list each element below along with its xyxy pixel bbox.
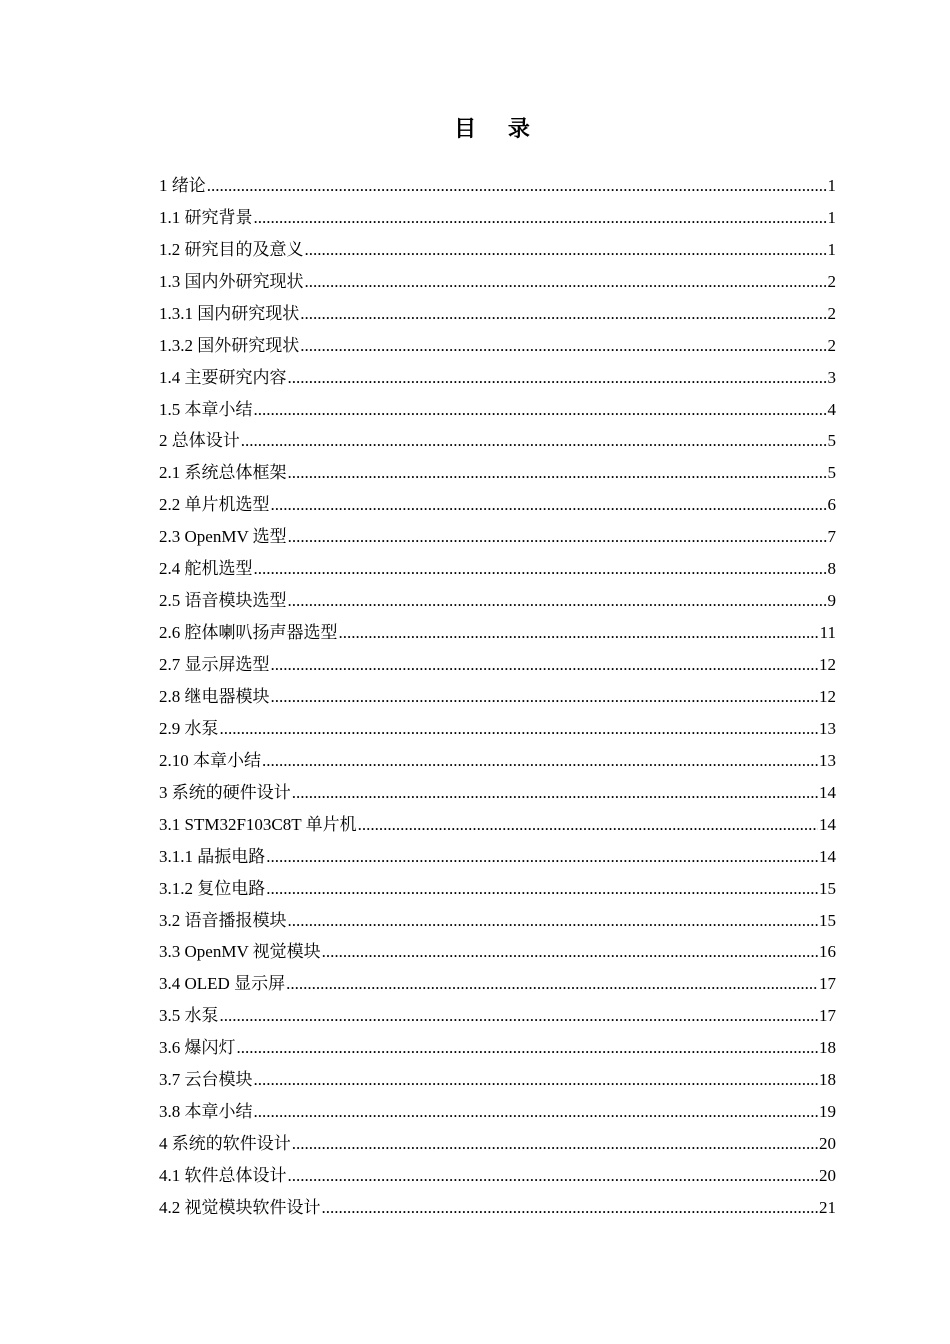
toc-entry-page-number: 13 xyxy=(819,750,836,770)
toc-dot-leader xyxy=(300,330,826,362)
toc-entry-page-number: 2 xyxy=(827,335,836,355)
toc-entry-page-number: 14 xyxy=(819,782,836,802)
toc-entry[interactable] xyxy=(159,873,836,905)
toc-entry-label: 2.8 继电器模块 xyxy=(159,686,270,706)
toc-entry-page-number: 5 xyxy=(827,463,836,483)
toc-entry[interactable] xyxy=(159,1192,836,1224)
toc-entry-label: 4.2 视觉模块软件设计 xyxy=(159,1197,321,1217)
toc-entry-page-number: 17 xyxy=(819,1006,836,1026)
toc-dot-leader xyxy=(254,553,827,585)
toc-dot-leader xyxy=(271,489,827,521)
toc-entry[interactable] xyxy=(159,1032,836,1064)
toc-dot-leader xyxy=(288,1160,819,1192)
toc-dot-leader xyxy=(266,841,818,873)
toc-dot-leader xyxy=(207,170,827,202)
toc-dot-leader xyxy=(237,1032,819,1064)
toc-entry-label: 3.4 OLED 显示屏 xyxy=(159,974,286,994)
toc-entry-label: 2.7 显示屏选型 xyxy=(159,655,270,675)
toc-entry[interactable] xyxy=(159,202,836,234)
toc-entry[interactable] xyxy=(159,745,836,777)
toc-entry[interactable] xyxy=(159,1064,836,1096)
toc-dot-leader xyxy=(339,617,819,649)
toc-entry-page-number: 15 xyxy=(819,878,836,898)
toc-entry-page-number: 12 xyxy=(819,655,836,675)
toc-entry-page-number: 9 xyxy=(827,591,836,611)
toc-entry-label: 1.4 主要研究内容 xyxy=(159,367,287,387)
toc-entry[interactable] xyxy=(159,170,836,202)
toc-entry-page-number: 14 xyxy=(819,814,836,834)
toc-entry-label: 2.4 舵机选型 xyxy=(159,559,253,579)
toc-entry[interactable] xyxy=(159,841,836,873)
toc-entry-page-number: 6 xyxy=(827,495,836,515)
toc-entry-label: 3.8 本章小结 xyxy=(159,1102,253,1122)
toc-entry-label: 2.3 OpenMV 选型 xyxy=(159,527,287,547)
toc-dot-leader xyxy=(288,585,827,617)
toc-entry[interactable] xyxy=(159,426,836,458)
toc-entry[interactable] xyxy=(159,809,836,841)
toc-entry-page-number: 2 xyxy=(827,271,836,291)
toc-entry[interactable] xyxy=(159,777,836,809)
toc-entry[interactable] xyxy=(159,394,836,426)
toc-dot-leader xyxy=(254,1096,819,1128)
toc-dot-leader xyxy=(266,873,818,905)
toc-entry-label: 1.5 本章小结 xyxy=(159,399,253,419)
toc-entry[interactable] xyxy=(159,330,836,362)
toc-dot-leader xyxy=(300,298,826,330)
toc-entry-label: 3.7 云台模块 xyxy=(159,1070,253,1090)
toc-dot-leader xyxy=(292,1128,818,1160)
toc-entry[interactable] xyxy=(159,1000,836,1032)
toc-entry-page-number: 8 xyxy=(827,559,836,579)
toc-entry-label: 3.1 STM32F103C8T 单片机 xyxy=(159,814,357,834)
toc-entry-label: 4 系统的软件设计 xyxy=(159,1134,291,1154)
toc-dot-leader xyxy=(241,425,827,457)
toc-entry-label: 2.1 系统总体框架 xyxy=(159,463,287,483)
toc-entry[interactable] xyxy=(159,937,836,969)
toc-entry[interactable] xyxy=(159,489,836,521)
toc-entry[interactable] xyxy=(159,553,836,585)
toc-entry-page-number: 1 xyxy=(827,175,836,195)
toc-entry-label: 3 系统的硬件设计 xyxy=(159,782,291,802)
toc-entry-label: 1.3.1 国内研究现状 xyxy=(159,303,300,323)
toc-entry-page-number: 17 xyxy=(819,974,836,994)
toc-entry-label: 2.5 语音模块选型 xyxy=(159,591,287,611)
toc-dot-leader xyxy=(254,394,827,426)
toc-entry-page-number: 18 xyxy=(819,1070,836,1090)
toc-entry-label: 3.6 爆闪灯 xyxy=(159,1038,236,1058)
toc-dot-leader xyxy=(288,905,819,937)
toc-dot-leader xyxy=(254,1064,819,1096)
toc-entry[interactable] xyxy=(159,681,836,713)
toc-dot-leader xyxy=(271,681,819,713)
toc-entry-page-number: 2 xyxy=(827,303,836,323)
toc-entry-page-number: 1 xyxy=(827,207,836,227)
toc-entry-label: 3.3 OpenMV 视觉模块 xyxy=(159,942,321,962)
toc-dot-leader xyxy=(286,968,818,1000)
toc-entry-label: 2.6 腔体喇叭扬声器选型 xyxy=(159,623,338,643)
toc-entry-label: 2 总体设计 xyxy=(159,431,240,451)
toc-entry-page-number: 12 xyxy=(819,686,836,706)
toc-entry-label: 2.9 水泵 xyxy=(159,718,219,738)
toc-entry[interactable] xyxy=(159,1096,836,1128)
toc-entry-label: 3.5 水泵 xyxy=(159,1006,219,1026)
toc-dot-leader xyxy=(254,202,827,234)
toc-dot-leader xyxy=(288,521,827,553)
toc-entry[interactable] xyxy=(159,457,836,489)
toc-entry[interactable] xyxy=(159,649,836,681)
toc-dot-leader xyxy=(220,713,819,745)
toc-entry-label: 2.10 本章小结 xyxy=(159,750,261,770)
toc-entry-page-number: 5 xyxy=(827,431,836,451)
toc-entry-label: 1.2 研究目的及意义 xyxy=(159,239,304,259)
toc-entry-label: 2.2 单片机选型 xyxy=(159,495,270,515)
toc-entry[interactable] xyxy=(159,617,836,649)
toc-entry-page-number: 15 xyxy=(819,910,836,930)
toc-dot-leader xyxy=(358,809,818,841)
toc-dot-leader xyxy=(305,266,827,298)
toc-entry-page-number: 18 xyxy=(819,1038,836,1058)
toc-entry[interactable] xyxy=(159,298,836,330)
toc-entry-page-number: 20 xyxy=(819,1134,836,1154)
toc-entry-page-number: 1 xyxy=(827,239,836,259)
toc-entry-label: 1.3 国内外研究现状 xyxy=(159,271,304,291)
toc-entry[interactable] xyxy=(159,521,836,553)
toc-entry-page-number: 7 xyxy=(827,527,836,547)
toc-dot-leader xyxy=(288,362,827,394)
toc-entry-label: 1.3.2 国外研究现状 xyxy=(159,335,300,355)
toc-entry[interactable] xyxy=(159,905,836,937)
toc-dot-leader xyxy=(271,649,819,681)
toc-entry-page-number: 21 xyxy=(819,1197,836,1217)
toc-dot-leader xyxy=(322,1192,819,1224)
toc-entry-label: 1.1 研究背景 xyxy=(159,207,253,227)
toc-entry[interactable] xyxy=(159,1160,836,1192)
toc-entry-page-number: 14 xyxy=(819,846,836,866)
toc-entry[interactable] xyxy=(159,234,836,266)
toc-entry-page-number: 11 xyxy=(819,623,836,643)
toc-dot-leader xyxy=(288,457,827,489)
toc-entry-page-number: 20 xyxy=(819,1166,836,1186)
toc-entry-page-number: 13 xyxy=(819,718,836,738)
toc-entry[interactable] xyxy=(159,362,836,394)
toc-entry-label: 3.1.2 复位电路 xyxy=(159,878,266,898)
toc-entry-label: 3.2 语音播报模块 xyxy=(159,910,287,930)
toc-entry[interactable] xyxy=(159,585,836,617)
toc-entry-label: 3.1.1 晶振电路 xyxy=(159,846,266,866)
toc-entry-label: 1 绪论 xyxy=(159,175,206,195)
toc-dot-leader xyxy=(262,745,818,777)
toc-entry-page-number: 19 xyxy=(819,1102,836,1122)
toc-entry-page-number: 3 xyxy=(827,367,836,387)
toc-list xyxy=(159,170,836,1224)
toc-dot-leader xyxy=(305,234,827,266)
toc-entry[interactable] xyxy=(159,968,836,1000)
toc-title: 目 录 xyxy=(454,117,542,142)
toc-dot-leader xyxy=(220,1000,819,1032)
toc-entry-page-number: 4 xyxy=(827,399,836,419)
toc-entry-label: 4.1 软件总体设计 xyxy=(159,1166,287,1186)
toc-dot-leader xyxy=(292,777,818,809)
toc-entry[interactable] xyxy=(159,713,836,745)
toc-dot-leader xyxy=(322,936,818,968)
toc-entry[interactable] xyxy=(159,266,836,298)
toc-entry[interactable] xyxy=(159,1128,836,1160)
toc-entry-page-number: 16 xyxy=(819,942,836,962)
